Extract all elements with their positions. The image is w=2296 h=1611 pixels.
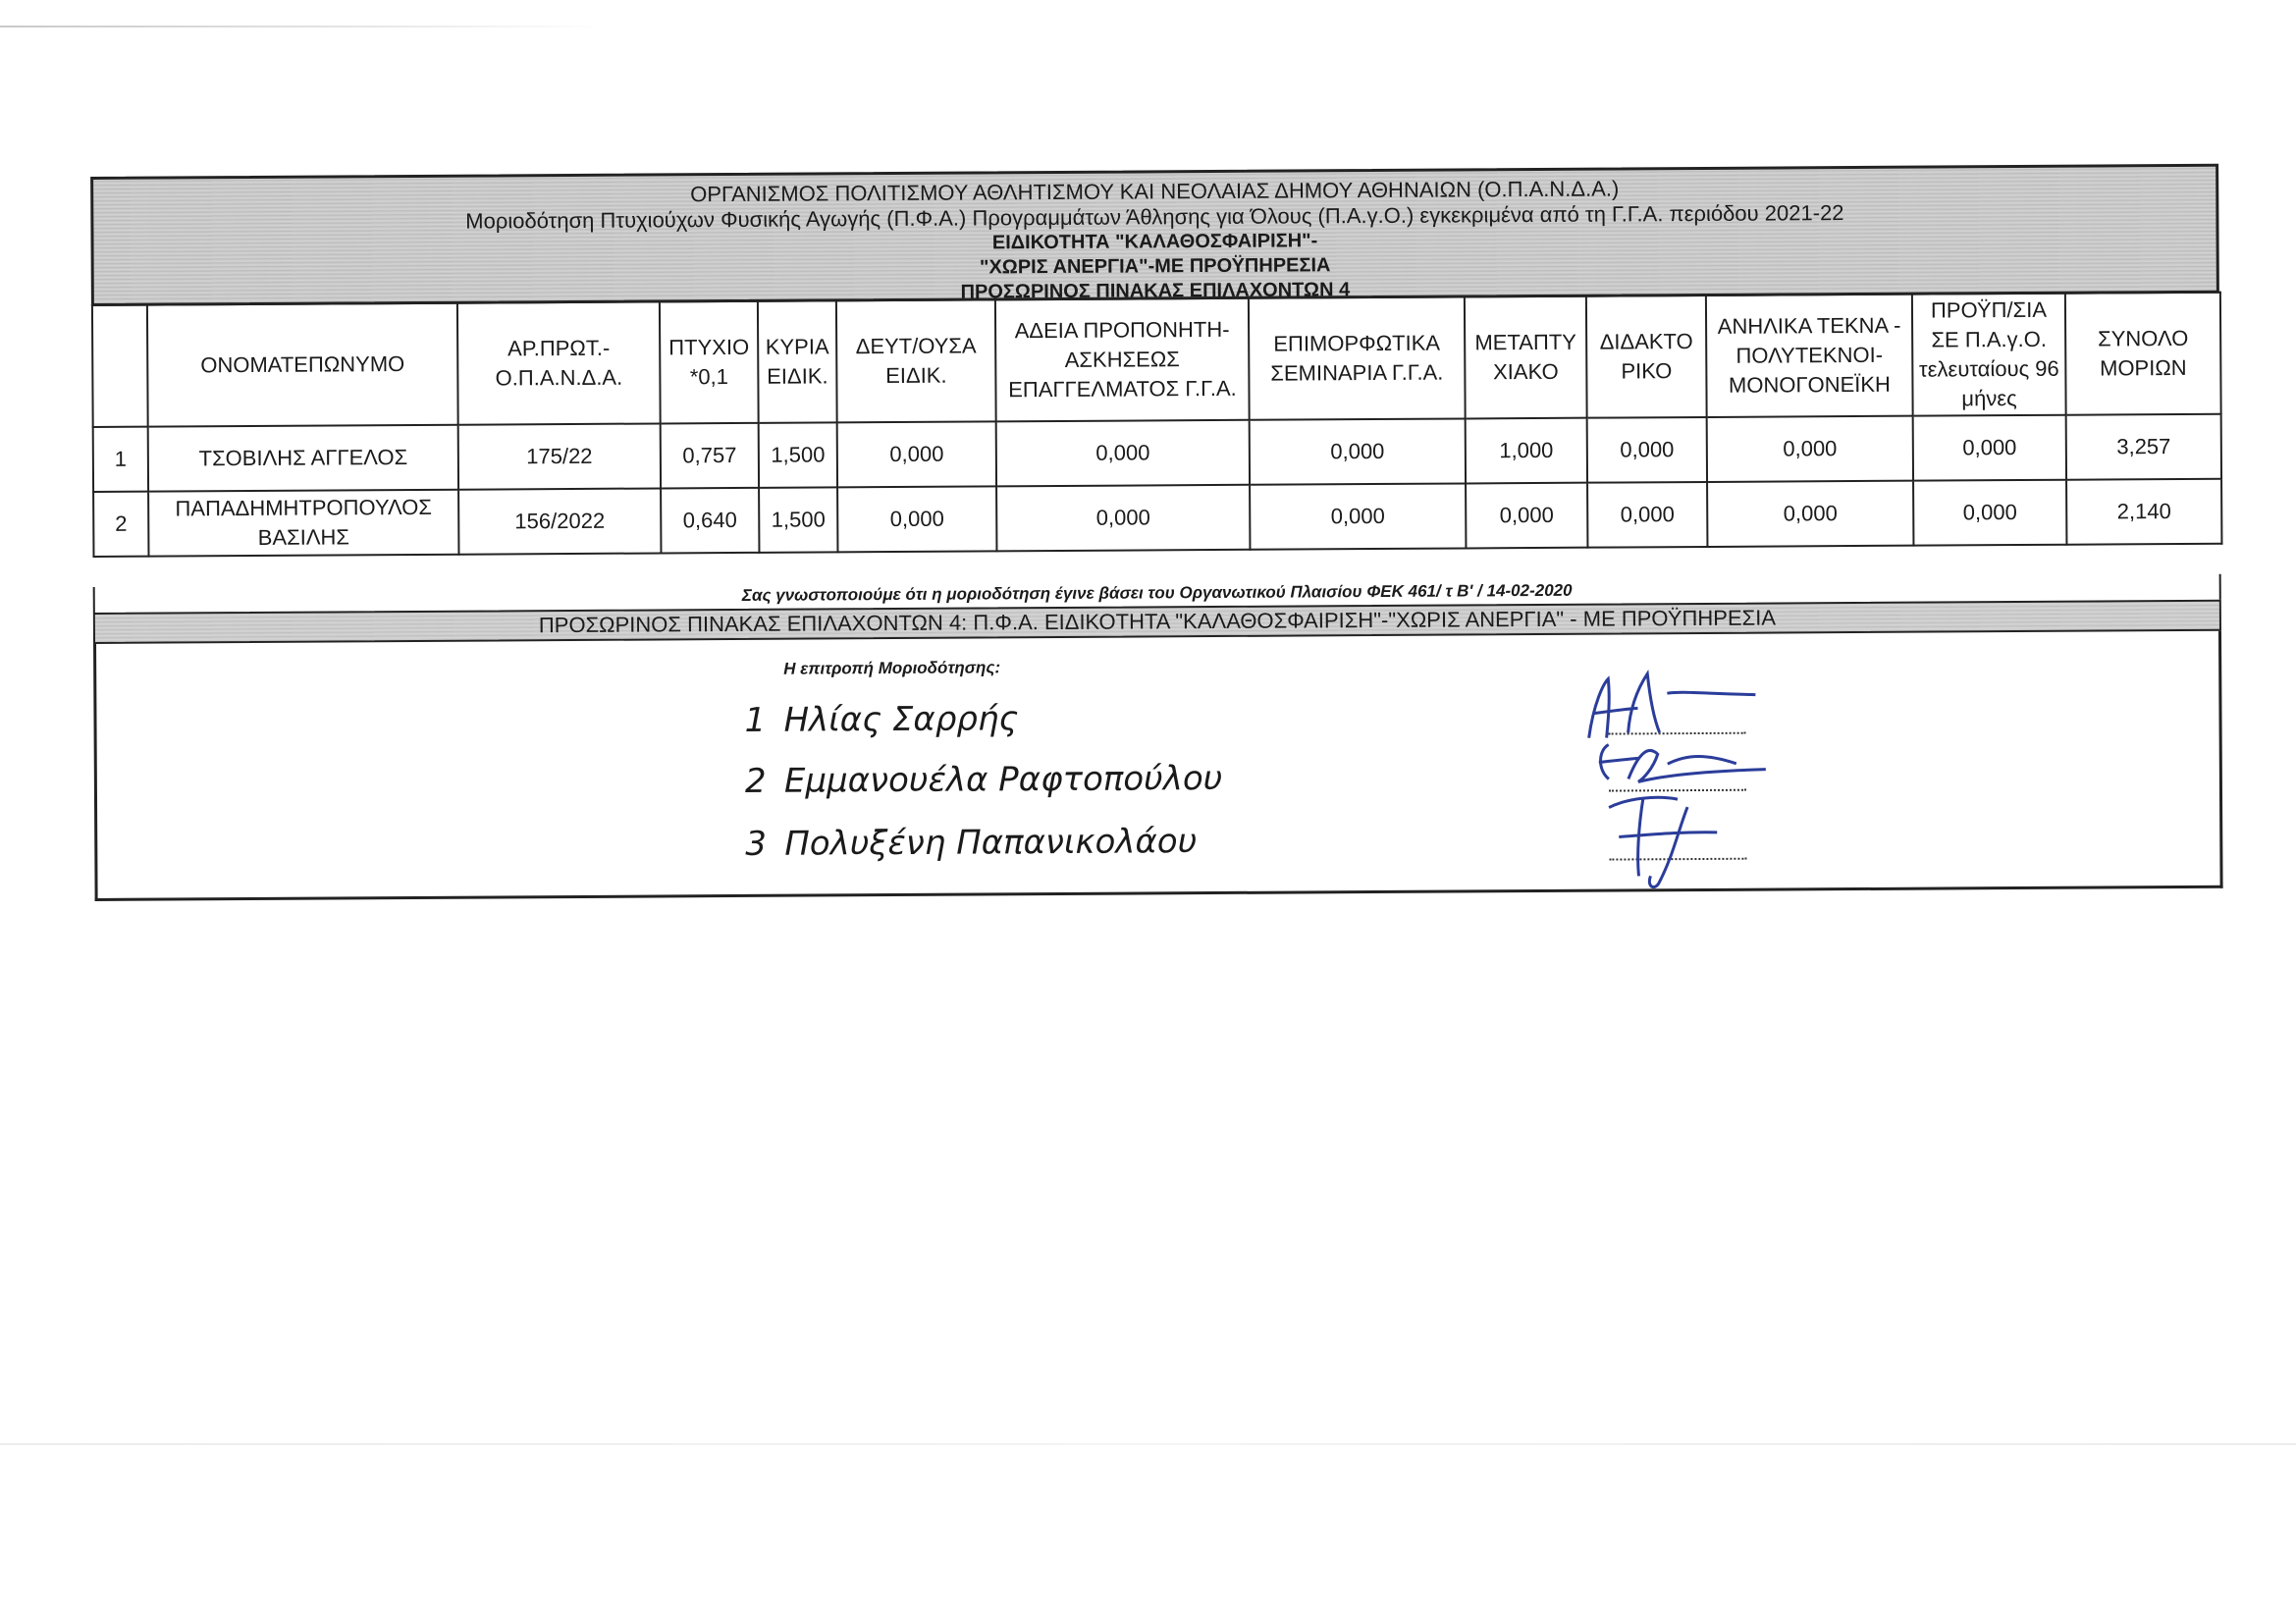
committee-section <box>93 631 2223 901</box>
cell-index: 2 <box>93 492 148 557</box>
col-header-masters: ΜΕΤΑΠΤΥ ΧΙΑΚΟ <box>1465 296 1587 419</box>
committee-member <box>745 759 1223 801</box>
committee-title: Η επιτροπή Μοριοδότησης: <box>783 658 1001 678</box>
cell-name: ΠΑΠΑΔΗΜΗΤΡΟΠΟΥΛΟΣ ΒΑΣΙΛΗΣ <box>148 490 458 557</box>
col-header-family-status: ΑΝΗΛΙΚΑ ΤΕΚΝΑ - ΠΟΛΥΤΕΚΝΟΙ- ΜΟΝΟΓΟΝΕΪΚΗ <box>1706 295 1913 417</box>
cell-family-status: 0,000 <box>1707 481 1913 547</box>
cell-experience: 0,000 <box>1913 415 2066 481</box>
cell-name: ΤΣΟΒΙΛΗΣ ΑΓΓΕΛΟΣ <box>148 425 458 492</box>
cell-total: 2,140 <box>2066 479 2221 545</box>
specialty-title: ΕΙΔΙΚΟΤΗΤΑ "ΚΑΛΑΘΟΣΦΑΙΡΙΣΗ"- <box>991 230 1318 254</box>
col-header-main-specialty: ΚΥΡΙΑ ΕΙΔΙΚ. <box>758 300 837 422</box>
cell-main-specialty: 1,500 <box>759 487 837 552</box>
col-header-index <box>92 305 148 427</box>
cell-secondary-specialty: 0,000 <box>837 486 996 552</box>
cell-secondary-specialty: 0,000 <box>837 421 996 487</box>
footer-title-bar: ΠΡΟΣΩΡΙΝΟΣ ΠΙΝΑΚΑΣ ΕΠΙΛΑΧΟΝΤΩΝ 4: Π.Φ.Α. ΕΙΔΙΚΟΤΗΤΑ "ΚΑΛΑΘΟΣΦΑΙΡΙΣΗ"-"ΧΩΡΙΣ ΑΝΕΡΓΙΑ" - ΜΕ ΠΡΟΫΠΗΡΕΣΙΑ <box>93 600 2221 644</box>
cell-coach-license: 0,000 <box>996 420 1250 487</box>
cell-index: 1 <box>93 427 148 492</box>
cell-total: 3,257 <box>2066 414 2221 480</box>
list-title: ΠΡΟΣΩΡΙΝΟΣ ΠΙΝΑΚΑΣ ΕΠΙΛΑΧΟΝΤΩΝ 4 <box>960 279 1351 303</box>
table-header-row <box>92 293 2221 427</box>
member-name: Εμμανουέλα Ραφτοπούλου <box>783 758 1223 801</box>
col-header-coach-license: ΑΔΕΙΑ ΠΡΟΠΟΝΗΤΗ- ΑΣΚΗΣΕΩΣ ΕΠΑΓΓΕΛΜΑΤΟΣ Γ.Γ.Α. <box>995 298 1250 422</box>
scan-artifact-bottom <box>0 1443 2296 1445</box>
document-header <box>90 164 2219 306</box>
category-title: "ΧΩΡΙΣ ΑΝΕΡΓΙΑ"-ΜΕ ΠΡΟΫΠΗΡΕΣΙΑ <box>979 254 1331 279</box>
cell-coach-license: 0,000 <box>996 485 1250 552</box>
cell-masters: 0,000 <box>1466 483 1587 549</box>
col-header-total: ΣΥΝΟΛΟ ΜΟΡΙΩΝ <box>2065 293 2221 415</box>
cell-protocol: 156/2022 <box>458 488 661 554</box>
table-row <box>93 479 2221 557</box>
col-header-secondary-specialty: ΔΕΥΤ/ΟΥΣΑ ΕΙΔΙΚ. <box>836 299 996 422</box>
cell-seminars: 0,000 <box>1250 483 1466 549</box>
program-description: Μοριοδότηση Πτυχιούχων Φυσικής Αγωγής (Π.Φ.Α.) Προγραμμάτων Άθλησης για Όλους (Π.Α.γ.Ο.) εγκεκριμένα από τη Γ.Γ.Α. περιόδου 2021-22 <box>465 200 1844 234</box>
member-number: 3 <box>745 824 768 864</box>
scoring-table <box>91 292 2223 558</box>
col-header-experience: ΠΡΟΫΠ/ΣΙΑ ΣΕ Π.Α.γ.Ο. τελευταίους 96 μήνες <box>1912 294 2066 416</box>
col-header-name: ΟΝΟΜΑΤΕΠΩΝΥΜΟ <box>147 303 458 427</box>
committee-member <box>745 822 1197 864</box>
legal-notice: Σας γνωστοποιούμε ότι η μοριοδότηση έγινε βάσει του Οργανωτικού Πλαισίου ΦΕΚ 461/ τ Β' / 14-02-2020 <box>93 574 2221 613</box>
cell-degree: 0,640 <box>661 488 759 554</box>
col-header-degree: ΠΤΥΧΙΟ *0,1 <box>660 301 759 424</box>
cell-seminars: 0,000 <box>1250 418 1466 484</box>
col-header-protocol: ΑΡ.ΠΡΩΤ.- Ο.Π.Α.Ν.Δ.Α. <box>457 301 661 424</box>
member-number: 2 <box>744 761 767 801</box>
signature-3-icon <box>1570 777 1787 895</box>
cell-protocol: 175/22 <box>458 423 661 489</box>
committee-member <box>744 699 1018 740</box>
scan-artifact-top <box>0 26 609 27</box>
document-frame <box>90 144 2223 908</box>
cell-masters: 1,000 <box>1466 418 1587 484</box>
member-number: 1 <box>744 700 767 740</box>
cell-family-status: 0,000 <box>1707 416 1913 482</box>
signature-stroke <box>1609 797 1718 887</box>
col-header-doctorate: ΔΙΔΑΚΤΟ ΡΙΚΟ <box>1586 295 1707 418</box>
organization-title: ΟΡΓΑΝΙΣΜΟΣ ΠΟΛΙΤΙΣΜΟΥ ΑΘΛΗΤΙΣΜΟΥ ΚΑΙ ΝΕΟΛΑΙΑΣ ΔΗΜΟΥ ΑΘΗΝΑΙΩΝ (Ο.Π.Α.Ν.Δ.Α.) <box>690 176 1620 207</box>
cell-doctorate: 0,000 <box>1587 417 1707 483</box>
cell-doctorate: 0,000 <box>1587 482 1707 548</box>
col-header-seminars: ΕΠΙΜΟΡΦΩΤΙΚΑ ΣΕΜΙΝΑΡΙΑ Γ.Γ.Α. <box>1249 296 1466 419</box>
cell-main-specialty: 1,500 <box>759 422 837 487</box>
cell-experience: 0,000 <box>1913 480 2066 546</box>
cell-degree: 0,757 <box>661 423 759 489</box>
member-name: Ηλίας Σαρρής <box>783 699 1019 740</box>
member-name: Πολυξένη Παπανικολάου <box>784 822 1198 864</box>
